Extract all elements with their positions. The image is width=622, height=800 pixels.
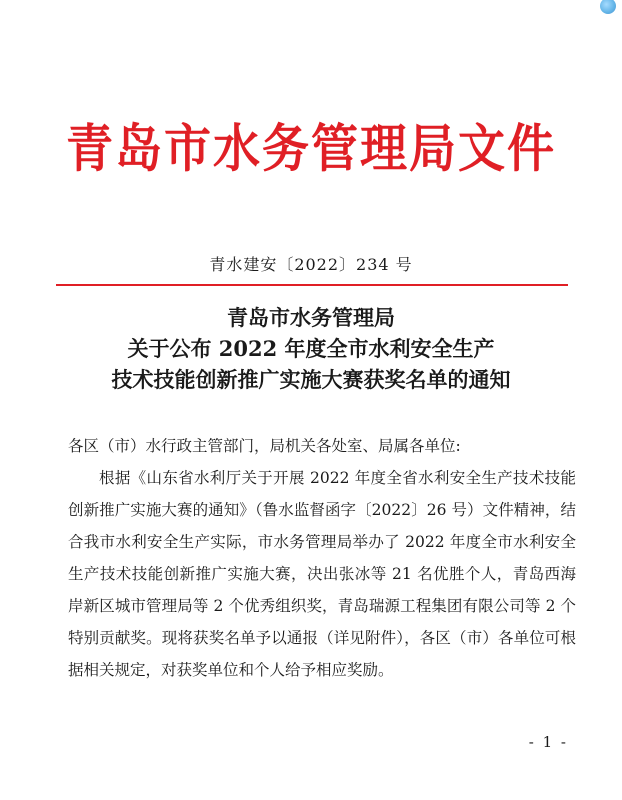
notice-body: [68, 430, 576, 686]
issuer-header: 青岛市水务管理局文件: [66, 119, 556, 180]
corner-badge-icon: [600, 0, 616, 14]
title-line-3: 技术技能创新推广实施大赛获奖名单的通知: [111, 367, 511, 392]
title-line-1: 青岛市水务管理局: [227, 305, 395, 330]
notice-title: [0, 302, 622, 395]
body-paragraph: 根据《山东省水利厅关于开展 2022 年度全省水利安全生产技术技能创新推广实施大赛的通知》（鲁水监督函字〔2022〕26 号）文件精神，结合我市水利安全生产实际，市水务管理局举办了 2022 年度全市水利安全生产技术技能创新推广实施大赛，决出张冰等 21 名优胜个人，青岛西海岸新区城市管理局等 2 个优秀组织奖，青岛瑞源工程集团有限公司等 2 个特别贡献奖。现将获奖名单予以通报（详见附件），各区（市）各单位可根据相关规定，对获奖单位和个人给予相应奖励。: [68, 469, 576, 679]
salutation: 各区（市）水行政主管部门，局机关各处室、局属各单位:: [68, 437, 461, 455]
title-line-2: 关于公布 2022 年度全市水利安全生产: [127, 336, 495, 361]
page-number: - 1 -: [528, 733, 568, 751]
document-number: 青水建安〔2022〕234 号: [209, 255, 413, 274]
red-divider-line: [56, 284, 568, 286]
